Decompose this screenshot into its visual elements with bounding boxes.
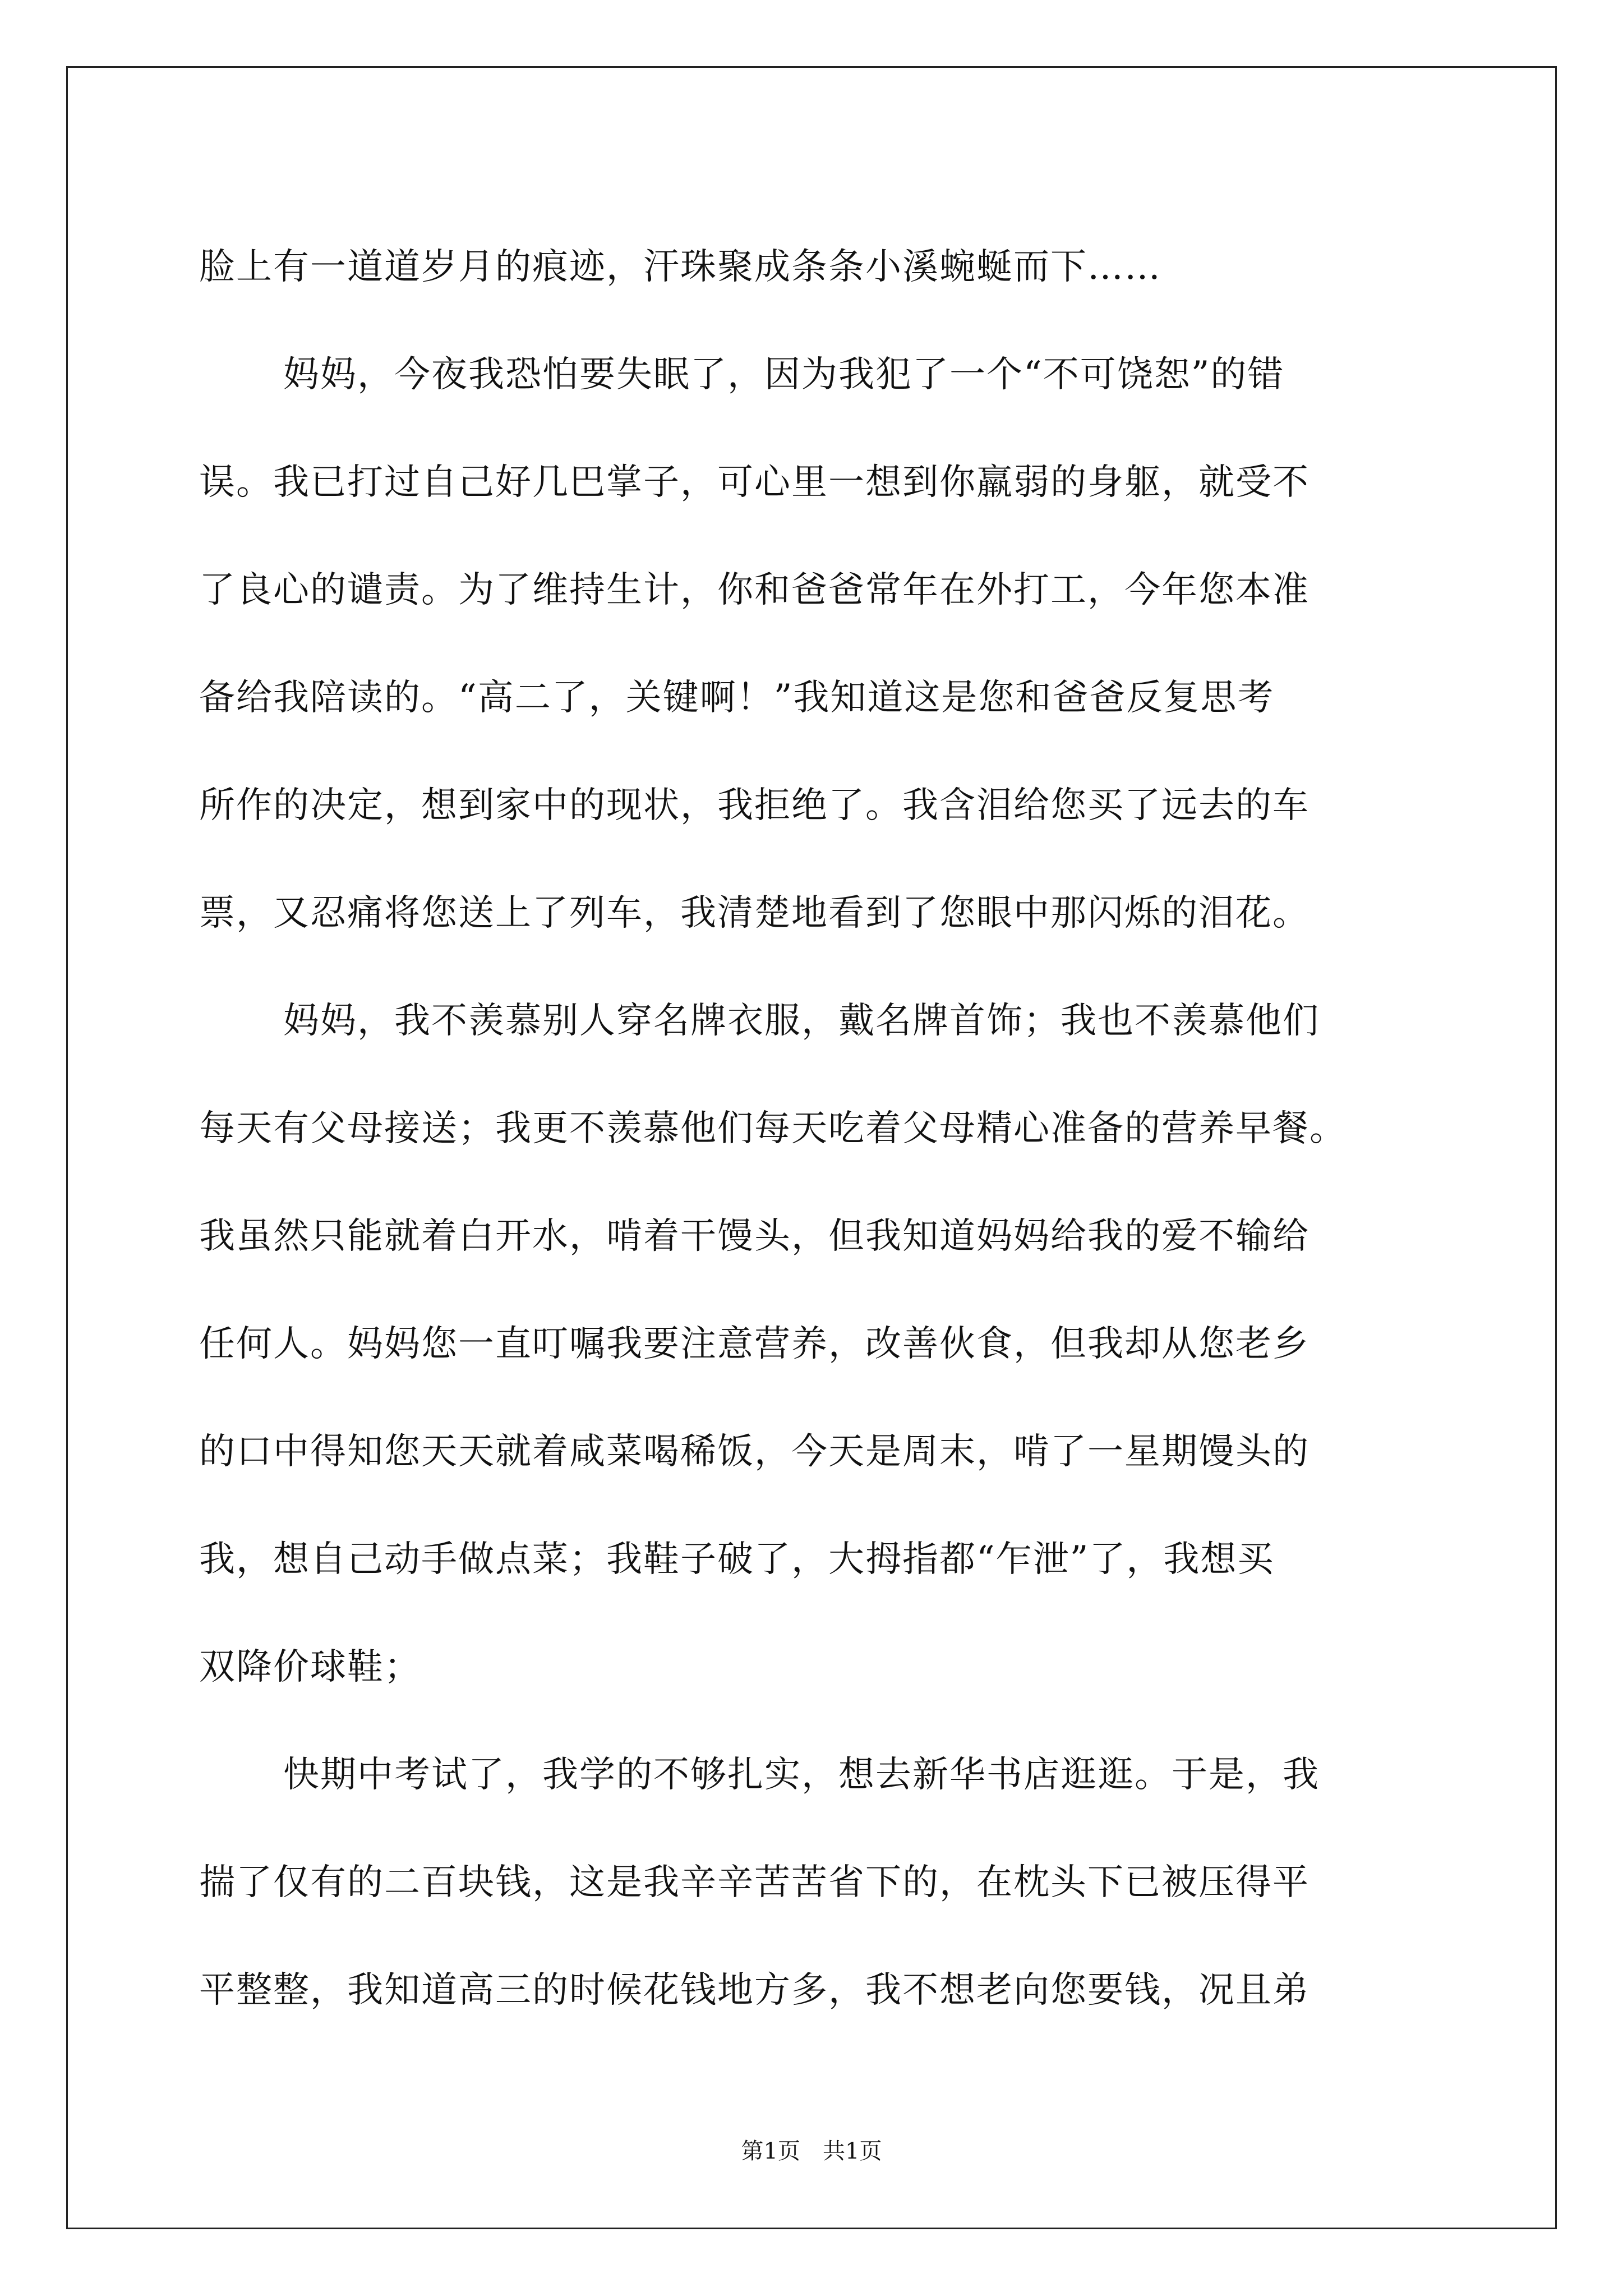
document-body bbox=[199, 213, 1427, 2044]
text-line: 票，又忍痛将您送上了列车，我清楚地看到了您眼中那闪烁的泪花。 bbox=[199, 892, 1310, 934]
text-line: 的口中得知您天天就着咸菜喝稀饭，今天是周末，啃了一星期馒头的 bbox=[199, 1431, 1310, 1473]
text-line: 揣了仅有的二百块钱，这是我辛辛苦苦省下的，在枕头下已被压得平 bbox=[199, 1862, 1310, 1903]
text-line: 任何人。妈妈您一直叮嘱我要注意营养，改善伙食，但我却从您老乡 bbox=[199, 1323, 1310, 1365]
text-line: 妈妈，我不羡慕别人穿名牌衣服，戴名牌首饰；我也不羡慕他们 bbox=[283, 1000, 1320, 1042]
text-line: 所作的决定，想到家中的现状，我拒绝了。我含泪给您买了远去的车 bbox=[199, 785, 1310, 826]
text-line: 我虽然只能就着白开水，啃着干馒头，但我知道妈妈给我的爱不输给 bbox=[199, 1216, 1310, 1257]
text-line: 脸上有一道道岁月的痕迹，汗珠聚成条条小溪蜿蜒而下…… bbox=[199, 246, 1161, 288]
text-line: 误。我已打过自己好几巴掌子，可心里一想到你羸弱的身躯，就受不 bbox=[199, 462, 1310, 503]
text-line: 平整整，我知道高三的时候花钱地方多，我不想老向您要钱，况且弟 bbox=[199, 1970, 1310, 2011]
text-line: 每天有父母接送；我更不羡慕他们每天吃着父母精心准备的营养早餐。 bbox=[199, 1108, 1347, 1149]
text-line: 我，想自己动手做点菜；我鞋子破了，大拇指都“乍泄”了，我想买 bbox=[199, 1539, 1275, 1580]
text-line: 备给我陪读的。“高二了，关键啊！”我知道这是您和爸爸反复思考 bbox=[199, 677, 1275, 719]
page-number-label: 第1页 共1页 bbox=[741, 2138, 882, 2164]
page-footer bbox=[0, 2134, 1623, 2168]
text-line: 妈妈，今夜我恐怕要失眠了，因为我犯了一个“不可饶恕”的错 bbox=[283, 354, 1285, 395]
text-line: 双降价球鞋； bbox=[199, 1646, 421, 1688]
text-line: 快期中考试了，我学的不够扎实，想去新华书店逛逛。于是，我 bbox=[283, 1754, 1320, 1796]
text-line: 了良心的谴责。为了维持生计，你和爸爸常年在外打工，今年您本准 bbox=[199, 569, 1310, 611]
